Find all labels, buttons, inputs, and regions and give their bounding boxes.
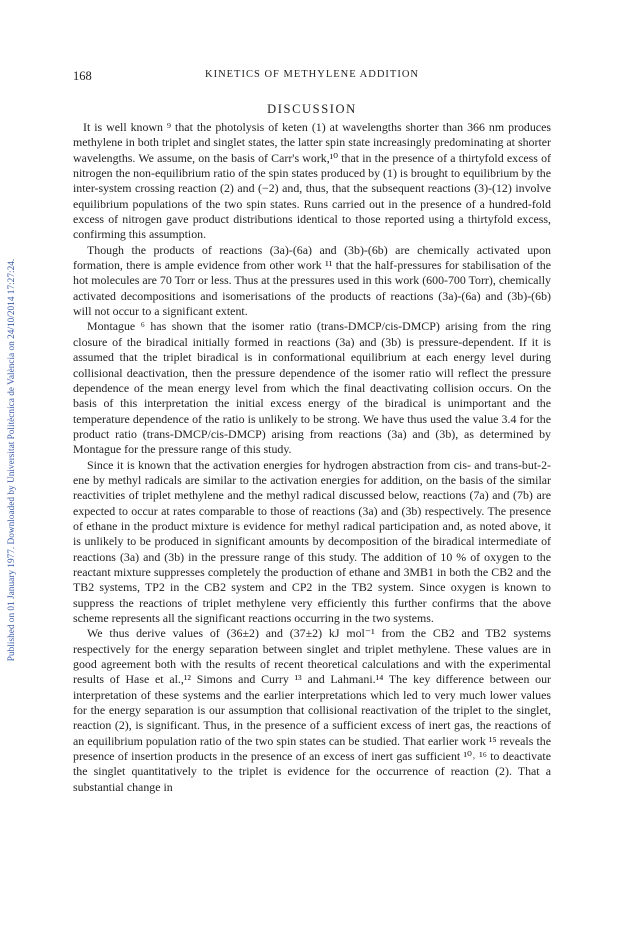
paragraph: Since it is known that the activation energies for hydrogen abstraction from cis- and trans-but-2-ene by methyl radicals are similar to the activation energies for addition, on the basis of the similar reactivities of triplet methylene and the methyl radical discussed below, reactions (7a) and (7b) are expected to occur at rates comparable to those of reactions (3a) and (3b) respectively. The presence of ethane in the product mixture is evidence for methyl radical participation and, as noted above, it is unlikely to be produced in significant amounts by decomposition of the biradical intermediate of reactions (3a) and (3b) in the pressure range of this study. The addition of 10 % of oxygen to the reactant mixture suppresses completely the production of ethane and 3MB1 in both the CB2 and the TB2 systems, TP2 in the CB2 system and CP2 in the TB2 system. Since oxygen is known to suppress the reactions of triplet methylene very efficiently this further confirms that the above scheme represents all the significant reactions occurring in the two systems. (73, 457, 551, 625)
paragraph: Though the products of reactions (3a)-(6a) and (3b)-(6b) are chemically activated upon formation, there is ample evidence from other work ¹¹ that the half-pressures for stabilisation of the hot molecules are 70 Torr or less. Thus at the pressures used in this work (600-700 Torr), chemically activated decompositions and isomerisations of the products of reactions (3a)-(6a) and (3b)-(6b) will not occur to a significant extent. (73, 242, 551, 319)
section-heading: DISCUSSION (267, 102, 357, 116)
page-header (73, 69, 551, 85)
download-watermark (0, 0, 24, 936)
paragraph: It is well known ⁹ that the photolysis of keten (1) at wavelengths shorter than 366 nm produces methylene in both triplet and singlet states, the latter spin state increasingly predominating at shorter wavelengths. We assume, on the basis of Carr's work,¹⁰ that in the presence of a thirtyfold excess of nitrogen the non-equilibrium ratio of the spin states produced by (1) is brought to equilibrium by the inter-system crossing reaction (2) and (−2) and, thus, that the subsequent reactions (3)-(12) involve equilibrium populations of the two spin states. Runs carried out in the presence of a hundred-fold excess of nitrogen gave product distributions identical to those reported using a thirtyfold excess, confirming this assumption. (73, 120, 551, 242)
page-number: 168 (73, 69, 92, 83)
article-body (73, 120, 551, 795)
download-watermark-text: Published on 01 January 1977. Downloaded by Universitat Politècnica de València on 24/10/2014 17:27:24. (7, 258, 17, 662)
paragraph: We thus derive values of (36±2) and (37±2) kJ mol⁻¹ from the CB2 and TB2 systems respectively for the energy separation between singlet and triplet methylene. These values are in good agreement both with the results of recent theoretical calculations and with the experimental results of Hase et al.,¹² Simons and Curry ¹³ and Lahmani.¹⁴ The key difference between our interpretation of these systems and the earlier interpretations which led to very much lower values for the energy separation is our assumption that collisional reactivation of the triplet to the singlet, reaction (2), is significant. Thus, in the presence of a sufficient excess of inert gas, the reactions of an equilibrium population ratio of the two spin states can be studied. That earlier work ¹⁵ reveals the presence of insertion products in the presence of an excess of inert gas sufficient ¹⁰˒ ¹⁶ to deactivate the singlet quantitatively to the triplet is evidence for the occurrence of reaction (2). That a substantial change in (73, 626, 551, 794)
paragraph: Montague ⁶ has shown that the isomer ratio (trans-DMCP/cis-DMCP) arising from the ring closure of the biradical initially formed in reactions (3a) and (3b) is pressure-dependent. If it is assumed that the triplet biradical is in conformational equilibrium at each energy level during collisional deactivation, then the pressure dependence of the isomer ratio will reflect the pressure dependence of the mean energy level from which the final deactivating collision occurs. On the basis of this interpretation the initial excess energy of the biradical is unimportant and the temperature dependence of the ratio is unlikely to be strong. We have thus used the value 3.4 for the product ratio (trans-DMCP/cis-DMCP) arising from reactions (3a) and (3b), as determined by Montague for the pressure range of this study. (73, 319, 551, 457)
running-title: KINETICS OF METHYLENE ADDITION (204, 69, 420, 80)
